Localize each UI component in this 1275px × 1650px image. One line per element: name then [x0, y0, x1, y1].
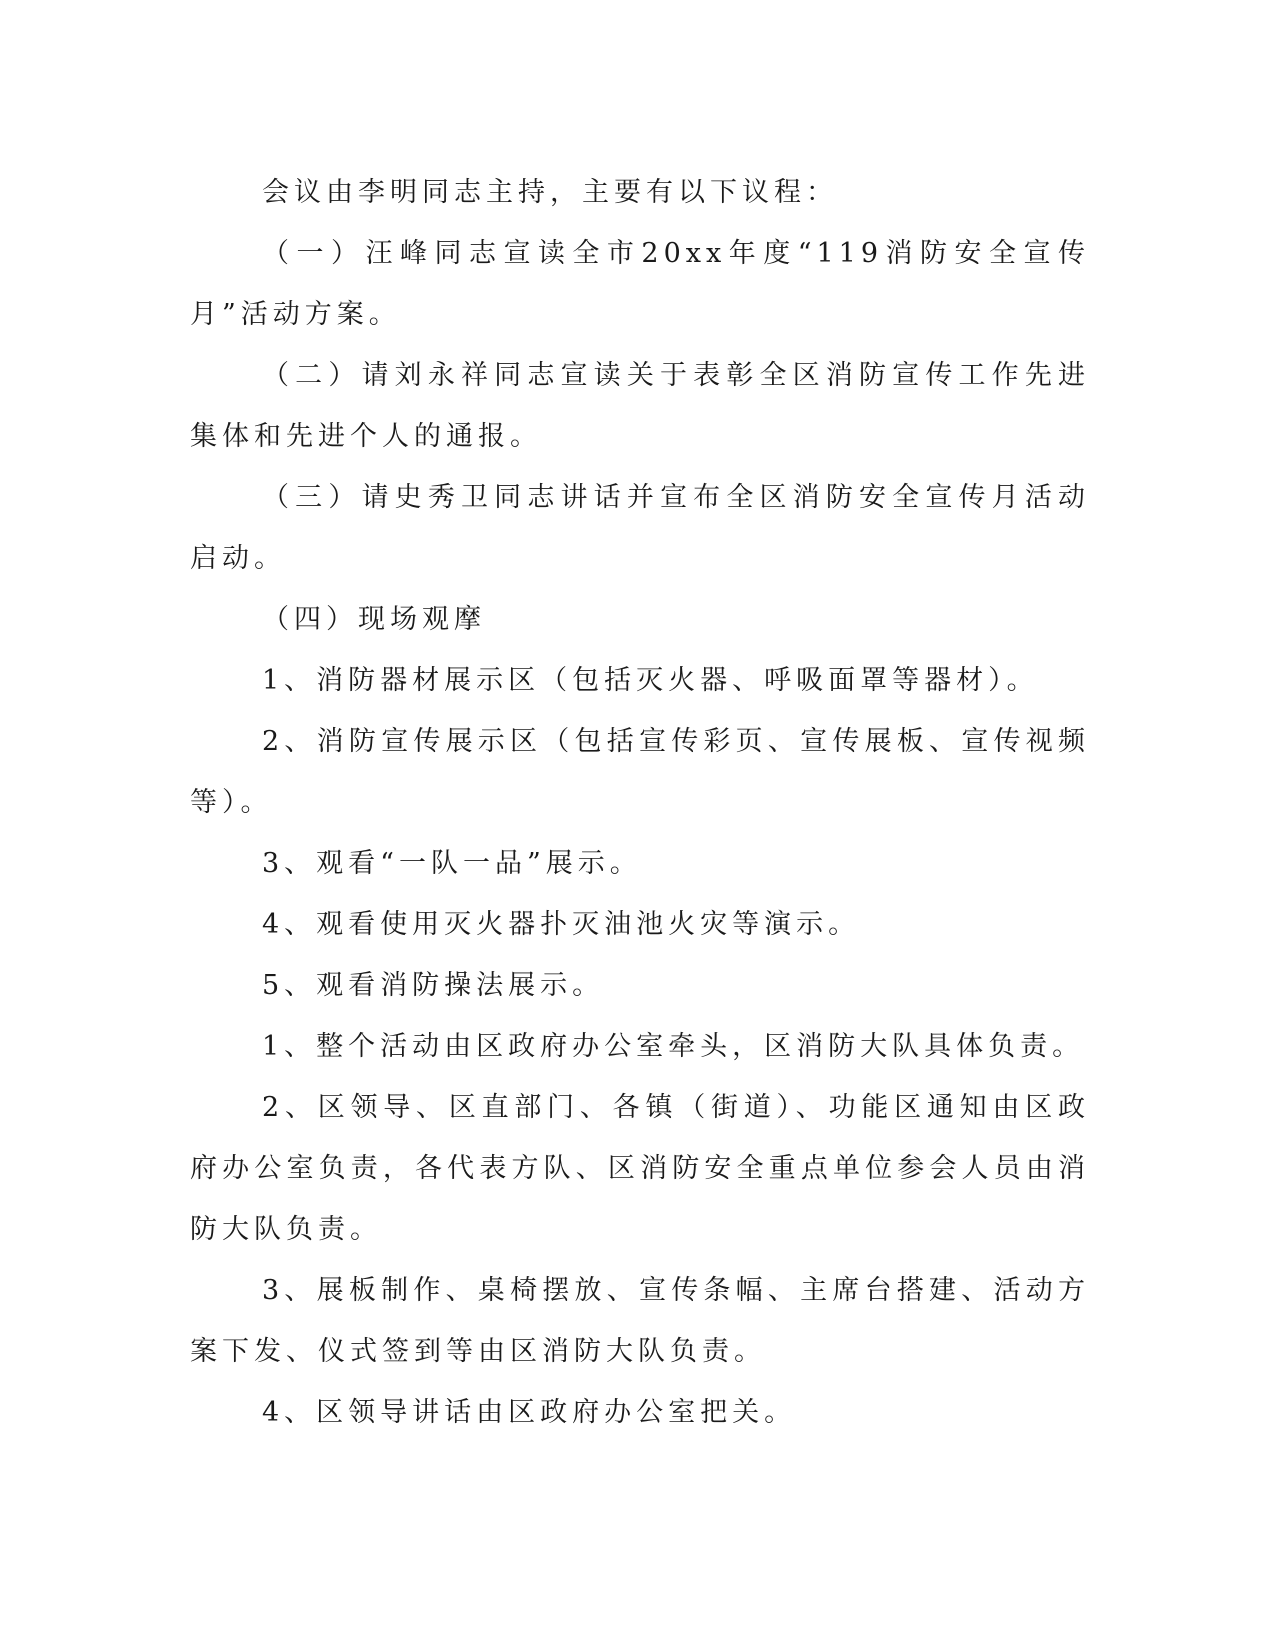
responsibility-item-1: 1、整个活动由区政府办公室牵头，区消防大队具体负责。	[262, 1031, 1085, 1062]
responsibility-item-4: 4、区领导讲话由区政府办公室把关。	[262, 1397, 797, 1428]
agenda-item-4: （四）现场观摩	[262, 604, 486, 635]
site-visit-item-1: 1、消防器材展示区（包括灭火器、呼吸面罩等器材）。	[262, 665, 1039, 696]
site-visit-item-5: 5、观看消防操法展示。	[262, 970, 605, 1001]
site-visit-item-4: 4、观看使用灭火器扑灭油池火灾等演示。	[262, 909, 861, 940]
meeting-intro-paragraph: 会议由李明同志主持，主要有以下议程：	[262, 177, 838, 208]
responsibility-item-2: 2、区领导、区直部门、各镇（街道）、功能区通知由区政府办公室负责，各代表方队、区消防安全重点单位参会人员由消防大队负责。	[190, 1092, 1090, 1245]
agenda-item-2: （二）请刘永祥同志宣读关于表彰全区消防宣传工作先进集体和先进个人的通报。	[190, 360, 1090, 452]
responsibility-item-3: 3、展板制作、桌椅摆放、宣传条幅、主席台搭建、活动方案下发、仪式签到等由区消防大队负责。	[190, 1275, 1090, 1367]
agenda-item-1: （一）汪峰同志宣读全市20xx年度“119消防安全宣传月”活动方案。	[190, 238, 1090, 330]
site-visit-item-3: 3、观看“一队一品”展示。	[262, 848, 642, 879]
agenda-item-3: （三）请史秀卫同志讲话并宣布全区消防安全宣传月活动启动。	[190, 482, 1090, 574]
site-visit-item-2: 2、消防宣传展示区（包括宣传彩页、宣传展板、宣传视频等）。	[190, 726, 1090, 818]
document-body	[190, 162, 1090, 1443]
